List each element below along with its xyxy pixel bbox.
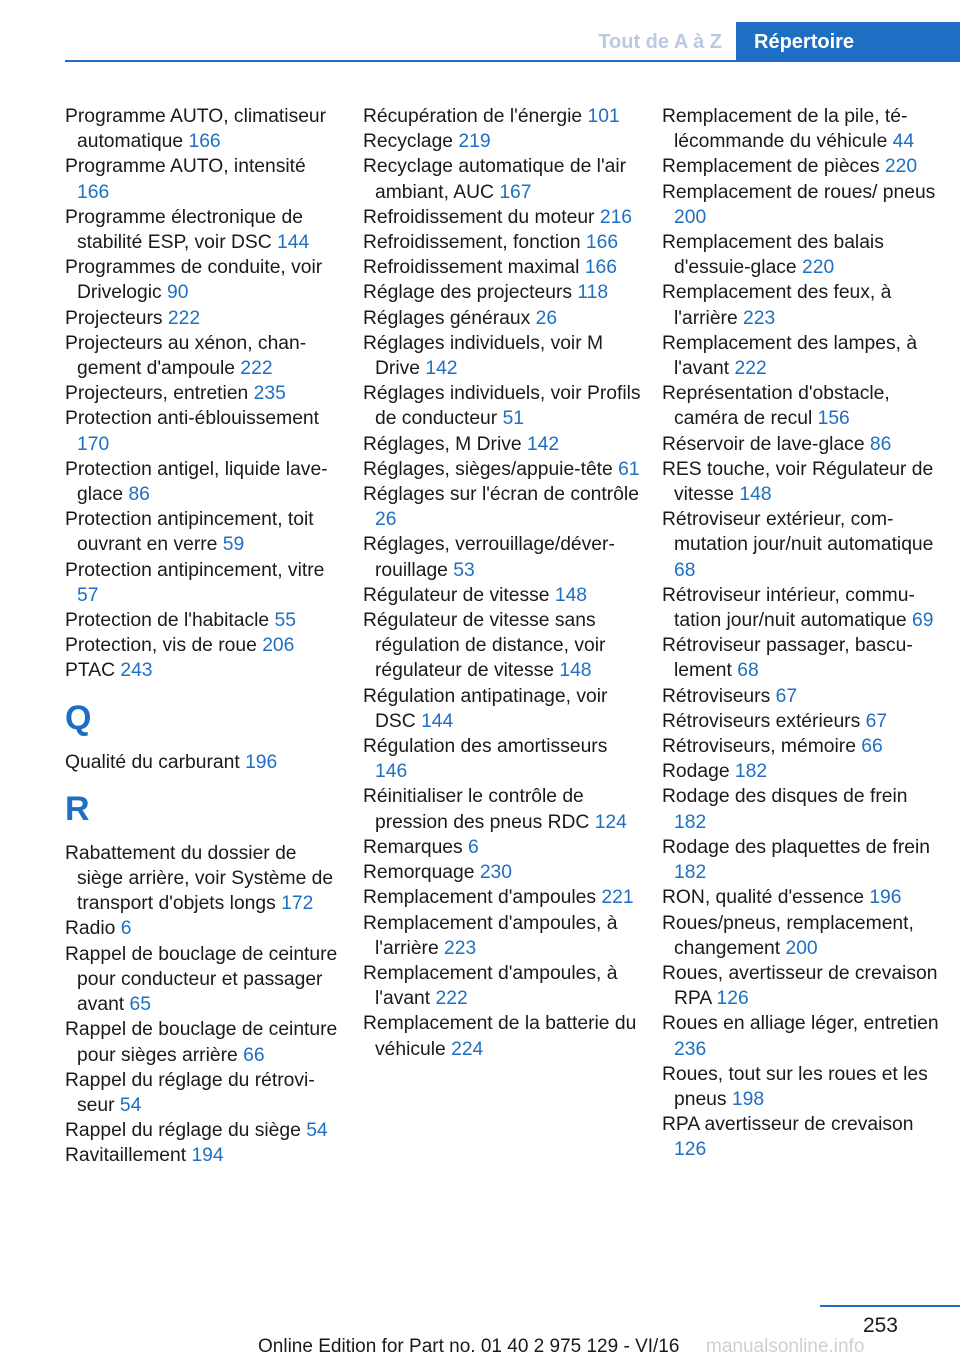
page-link[interactable]: 236 bbox=[674, 1038, 707, 1060]
index-entry bbox=[662, 457, 940, 507]
entry-text: Rodage bbox=[662, 761, 735, 783]
index-entry bbox=[662, 784, 940, 834]
entry-text: Qualité du carburant bbox=[65, 751, 246, 773]
page-link[interactable]: 142 bbox=[526, 433, 560, 455]
entry-text: Remplacement des feux, à l'arrière bbox=[662, 282, 892, 329]
page-link[interactable]: 59 bbox=[222, 534, 245, 556]
section-letter-r: R bbox=[65, 789, 90, 828]
entry-text: Protection de l'habitacle bbox=[65, 610, 275, 632]
page-link[interactable]: 200 bbox=[674, 206, 707, 228]
page-link[interactable]: 224 bbox=[451, 1038, 484, 1060]
page-link[interactable]: 148 bbox=[739, 484, 772, 506]
page-link[interactable]: 166 bbox=[585, 232, 619, 254]
entry-text: Rappel de bouclage de ceinture pour sièges arrière bbox=[65, 1019, 338, 1066]
index-entry bbox=[363, 532, 641, 582]
index-entry bbox=[363, 885, 641, 910]
index-entry bbox=[363, 911, 641, 961]
page-link[interactable]: 223 bbox=[743, 307, 776, 329]
index-entry bbox=[662, 154, 940, 179]
page-link[interactable]: 86 bbox=[869, 433, 892, 455]
page-link[interactable]: 200 bbox=[785, 937, 818, 959]
index-entry bbox=[662, 759, 940, 784]
page-link[interactable]: 44 bbox=[892, 131, 915, 153]
page-link[interactable]: 26 bbox=[535, 307, 558, 329]
index-entry bbox=[363, 306, 641, 331]
entry-text: Radio bbox=[65, 918, 121, 940]
entry-text: Programme électronique de stabilité ESP, voir DSC bbox=[65, 206, 303, 254]
index-entry bbox=[363, 784, 641, 834]
entry-text: Remarques bbox=[363, 836, 469, 858]
page-link[interactable]: 118 bbox=[577, 282, 609, 304]
index-entry bbox=[662, 1011, 940, 1061]
index-entry bbox=[363, 961, 641, 1011]
page-link[interactable]: 182 bbox=[674, 862, 707, 884]
page-link[interactable]: 68 bbox=[737, 660, 759, 682]
index-entry bbox=[363, 734, 641, 784]
index-entry bbox=[363, 129, 641, 154]
entry-text: RES touche, voir Régulateur de vitesse bbox=[662, 458, 934, 506]
entry-text: Remplacement de pièces bbox=[662, 156, 885, 178]
tab-repertoire[interactable]: Répertoire bbox=[736, 22, 960, 62]
index-entry bbox=[662, 432, 940, 457]
tab-tout-de-a-a-z[interactable]: Tout de A à Z bbox=[598, 30, 722, 53]
watermark-text: manualsonline.info bbox=[706, 1336, 865, 1357]
index-entry bbox=[662, 180, 940, 230]
page-link[interactable]: 198 bbox=[731, 1088, 765, 1110]
entry-text: Rappel du réglage du siège bbox=[65, 1120, 307, 1142]
page-link[interactable]: 167 bbox=[499, 181, 532, 203]
index-entry bbox=[363, 835, 641, 860]
index-entry bbox=[662, 709, 940, 734]
entry-text: Refroidissement, fonction bbox=[363, 232, 586, 254]
page-link[interactable]: 222 bbox=[435, 988, 468, 1010]
page-link[interactable]: 55 bbox=[274, 610, 296, 632]
index-entry bbox=[363, 230, 641, 255]
entry-text: Remplacement de la pile, télécommande du véhicule bbox=[662, 106, 908, 153]
entry-text: Protection, vis de roue bbox=[65, 635, 263, 657]
entry-text: Réglages sur l'écran de contrôle bbox=[363, 484, 639, 506]
index-entry bbox=[662, 230, 940, 280]
page-link[interactable]: 146 bbox=[375, 761, 408, 783]
page-link[interactable]: 61 bbox=[618, 458, 640, 480]
entry-text: Projecteurs bbox=[65, 307, 168, 329]
page-link[interactable]: 194 bbox=[191, 1145, 224, 1167]
entry-text: Régulation des amortisseurs bbox=[363, 736, 608, 758]
index-entry bbox=[65, 1118, 343, 1143]
entry-text: Régulateur de vitesse bbox=[363, 584, 555, 606]
index-entry bbox=[65, 558, 343, 608]
index-entry bbox=[65, 633, 343, 658]
index-column-3 bbox=[662, 104, 940, 1163]
entry-text: Roues, tout sur les roues et les pneus bbox=[662, 1063, 928, 1110]
index-entry bbox=[363, 608, 641, 684]
entry-text: Programme AUTO, climatiseur automatique bbox=[65, 106, 327, 153]
index-entry bbox=[65, 406, 343, 456]
entry-text: Remorquage bbox=[363, 862, 480, 884]
header-rule bbox=[65, 60, 960, 62]
page-link[interactable]: 235 bbox=[253, 383, 286, 405]
index-entry bbox=[662, 507, 940, 583]
index-entry bbox=[363, 432, 641, 457]
entry-text: Programmes de conduite, voir Drivelogic bbox=[65, 257, 323, 304]
page-link[interactable]: 182 bbox=[674, 811, 707, 833]
index-entry bbox=[662, 911, 940, 961]
index-entry bbox=[65, 154, 343, 204]
index-entry bbox=[662, 381, 940, 431]
index-entry bbox=[662, 1062, 940, 1112]
index-entry bbox=[65, 750, 343, 775]
section-letter-q: Q bbox=[65, 698, 92, 737]
index-entry bbox=[662, 1112, 940, 1162]
entry-text: Remplacement d'ampoules bbox=[363, 887, 602, 909]
page-link[interactable]: 196 bbox=[869, 887, 902, 909]
index-entry bbox=[662, 885, 940, 910]
entry-text: Réservoir de lave-glace bbox=[662, 433, 870, 455]
entry-text: Remplacement d'ampoules, à l'arrière bbox=[363, 912, 618, 959]
entry-text: Protection antipincement, vitre bbox=[65, 559, 325, 581]
page-link[interactable]: 222 bbox=[734, 358, 767, 380]
index-entry bbox=[65, 255, 343, 305]
page-link[interactable]: 126 bbox=[716, 988, 749, 1010]
index-entry bbox=[662, 331, 940, 381]
page-link[interactable]: 101 bbox=[587, 106, 620, 127]
page-link[interactable]: 69 bbox=[911, 610, 934, 632]
page-link[interactable]: 166 bbox=[77, 181, 110, 203]
page-link[interactable]: 220 bbox=[802, 257, 835, 279]
entry-text: Réglages, M Drive bbox=[363, 433, 527, 455]
entry-text: Protection anti-éblouissement bbox=[65, 408, 320, 430]
entry-text: Protection antipincement, toit ouvrant en verre bbox=[65, 509, 314, 556]
page-link[interactable]: 6 bbox=[468, 836, 479, 858]
entry-text: Récupération de l'énergie bbox=[363, 106, 588, 127]
page-link[interactable]: 220 bbox=[884, 156, 918, 178]
page-link[interactable]: 148 bbox=[554, 584, 588, 606]
page-link[interactable]: 148 bbox=[559, 660, 592, 682]
index-column-2 bbox=[363, 104, 641, 1062]
index-entry bbox=[662, 104, 940, 154]
page-link[interactable]: 142 bbox=[425, 358, 458, 380]
entry-text: Projecteurs au xénon, changement d'ampoule bbox=[65, 332, 307, 380]
entry-text: Rappel du réglage du rétroviseur bbox=[65, 1069, 315, 1116]
page-link[interactable]: 243 bbox=[120, 660, 153, 682]
entry-text: RON, qualité d'essence bbox=[662, 887, 870, 909]
entry-text: Réglage des projecteurs bbox=[363, 282, 578, 304]
entry-text: RPA avertisseur de crevaison bbox=[662, 1114, 914, 1136]
index-column-1 bbox=[65, 104, 343, 1169]
entry-text: Réglages généraux bbox=[363, 307, 536, 329]
index-entry bbox=[363, 154, 641, 204]
entry-text: Rétroviseur passager, basculement bbox=[662, 635, 913, 682]
entry-text: Réglages, verrouillage/déverrouillage bbox=[363, 534, 615, 581]
index-entry bbox=[65, 381, 343, 406]
page-link[interactable]: 57 bbox=[77, 584, 99, 606]
page-link[interactable]: 67 bbox=[775, 685, 798, 707]
entry-text: Rappel de bouclage de ceinture pour conducteur et passager avant bbox=[65, 943, 338, 1016]
entry-text: Roues/pneus, remplacement, changement bbox=[662, 912, 914, 959]
page-link[interactable]: 67 bbox=[865, 710, 888, 732]
page-link[interactable]: 172 bbox=[281, 893, 314, 915]
page-link[interactable]: 86 bbox=[128, 484, 150, 506]
page-link[interactable]: 223 bbox=[444, 937, 477, 959]
page-link[interactable]: 166 bbox=[188, 131, 221, 153]
entry-text: Réglages individuels, voir M Drive bbox=[363, 332, 604, 380]
index-entry bbox=[662, 961, 940, 1011]
page-link[interactable]: 144 bbox=[277, 232, 310, 254]
index-entry bbox=[662, 734, 940, 759]
page-link[interactable]: 206 bbox=[262, 635, 295, 657]
entry-text: Ravitaillement bbox=[65, 1145, 192, 1167]
entry-text: PTAC bbox=[65, 660, 121, 682]
page-link[interactable]: 219 bbox=[458, 131, 491, 153]
entry-text: Remplacement de la batterie du véhicule bbox=[363, 1013, 637, 1060]
page-link[interactable]: 196 bbox=[245, 751, 278, 773]
page-link[interactable]: 126 bbox=[674, 1139, 707, 1161]
index-entry bbox=[65, 608, 343, 633]
entry-text: Recyclage bbox=[363, 131, 459, 153]
entry-text: Régulateur de vitesse sans régulation de distance, voir régulateur de vitesse bbox=[363, 610, 606, 682]
entry-text: Roues en alliage léger, entretien bbox=[662, 1013, 939, 1035]
entry-text: Réinitialiser le contrôle de pression des pneus RDC bbox=[363, 786, 595, 833]
index-entry bbox=[363, 457, 641, 482]
page-link[interactable]: 221 bbox=[601, 887, 634, 909]
entry-text: Refroidissement maximal bbox=[363, 257, 585, 279]
entry-text: Rabattement du dossier de siège arrière, voir Système de transport d'objets longs bbox=[65, 842, 334, 915]
page-link[interactable]: 68 bbox=[674, 559, 696, 581]
entry-text: Rodage des plaquettes de frein bbox=[662, 836, 930, 858]
entry-text: Réglages individuels, voir Profils de conducteur bbox=[363, 383, 641, 430]
entry-text: Rétroviseur intérieur, commutation jour/nuit automatique bbox=[662, 584, 915, 632]
page-link[interactable]: 54 bbox=[119, 1094, 142, 1116]
index-entry bbox=[363, 104, 641, 129]
index-entry bbox=[65, 457, 343, 507]
page-link[interactable]: 170 bbox=[77, 433, 110, 455]
index-entry bbox=[65, 205, 343, 255]
index-entry bbox=[65, 841, 343, 917]
page-link[interactable]: 124 bbox=[594, 811, 627, 833]
page-link[interactable]: 144 bbox=[421, 710, 454, 732]
index-entry bbox=[363, 205, 641, 230]
index-entry bbox=[65, 507, 343, 557]
page-link[interactable]: 6 bbox=[120, 918, 132, 940]
entry-text: Remplacement d'ampoules, à l'avant bbox=[363, 962, 618, 1010]
index-entry bbox=[363, 280, 641, 305]
entry-text: Réglages, sièges/appuie-tête bbox=[363, 458, 619, 480]
index-entry bbox=[662, 583, 940, 633]
entry-text: Recyclage automatique de l'air ambiant, AUC bbox=[363, 156, 627, 203]
entry-text: Rétroviseur extérieur, commutation jour/nuit automatique bbox=[662, 509, 934, 556]
page-link[interactable]: 53 bbox=[453, 559, 475, 581]
index-entry bbox=[65, 916, 343, 941]
index-entry bbox=[662, 835, 940, 885]
page-header bbox=[65, 22, 960, 62]
index-entry bbox=[65, 306, 343, 331]
entry-text: Rétroviseurs bbox=[662, 685, 776, 707]
index-entry bbox=[363, 684, 641, 734]
index-entry bbox=[363, 583, 641, 608]
index-entry bbox=[65, 1068, 343, 1118]
page-link[interactable]: 65 bbox=[129, 994, 151, 1016]
edition-text: Online Edition for Part no. 01 40 2 975 129 - VI/16 bbox=[258, 1336, 680, 1357]
page-link[interactable]: 54 bbox=[306, 1120, 328, 1142]
entry-text: Rétroviseurs, mémoire bbox=[662, 736, 862, 758]
index-entry bbox=[65, 942, 343, 1018]
index-entry bbox=[65, 331, 343, 381]
index-entry bbox=[662, 280, 940, 330]
entry-text: Remplacement des lampes, à l'avant bbox=[662, 332, 918, 380]
entry-text: Régulation antipatinage, voir DSC bbox=[363, 685, 608, 732]
index-entry bbox=[363, 331, 641, 381]
page-link[interactable]: 222 bbox=[240, 358, 273, 380]
index-entry bbox=[363, 482, 641, 532]
entry-text: Projecteurs, entretien bbox=[65, 383, 254, 405]
page-link[interactable]: 51 bbox=[502, 408, 525, 430]
page-link[interactable]: 216 bbox=[599, 206, 633, 228]
footer-rule bbox=[820, 1305, 960, 1307]
index-entry bbox=[363, 860, 641, 885]
index-entry bbox=[363, 255, 641, 280]
page-number: 253 bbox=[862, 1314, 898, 1337]
entry-text: Remplacement des balais d'essuie-glace bbox=[662, 232, 884, 279]
index-entry bbox=[65, 658, 343, 683]
entry-text: Représentation d'obstacle, caméra de recul bbox=[662, 383, 890, 430]
index-entry bbox=[363, 1011, 641, 1061]
index-entry bbox=[65, 1017, 343, 1067]
entry-text: Refroidissement du moteur bbox=[363, 206, 600, 228]
index-entry bbox=[65, 104, 343, 154]
entry-text: Rodage des disques de frein bbox=[662, 786, 908, 808]
index-entry bbox=[662, 633, 940, 683]
entry-text: Remplacement de roues/ pneus bbox=[662, 181, 936, 203]
page-link[interactable]: 166 bbox=[584, 257, 617, 279]
entry-text: Protection antigel, liquide lave-glace bbox=[65, 458, 328, 506]
entry-text: Rétroviseurs extérieurs bbox=[662, 710, 866, 732]
entry-text: Roues, avertisseur de crevaison RPA bbox=[662, 962, 938, 1010]
index-entry bbox=[662, 684, 940, 709]
page-link[interactable]: 26 bbox=[375, 509, 397, 531]
page-link[interactable]: 66 bbox=[243, 1044, 265, 1066]
page-link[interactable]: 156 bbox=[817, 408, 850, 430]
entry-text: Programme AUTO, intensité bbox=[65, 156, 306, 178]
page-link[interactable]: 230 bbox=[479, 862, 512, 884]
index-entry bbox=[363, 381, 641, 431]
page-link[interactable]: 182 bbox=[734, 761, 768, 783]
page-link[interactable]: 66 bbox=[861, 736, 883, 758]
index-entry bbox=[65, 1143, 343, 1168]
page-link[interactable]: 222 bbox=[167, 307, 201, 329]
page-link[interactable]: 90 bbox=[167, 282, 189, 304]
